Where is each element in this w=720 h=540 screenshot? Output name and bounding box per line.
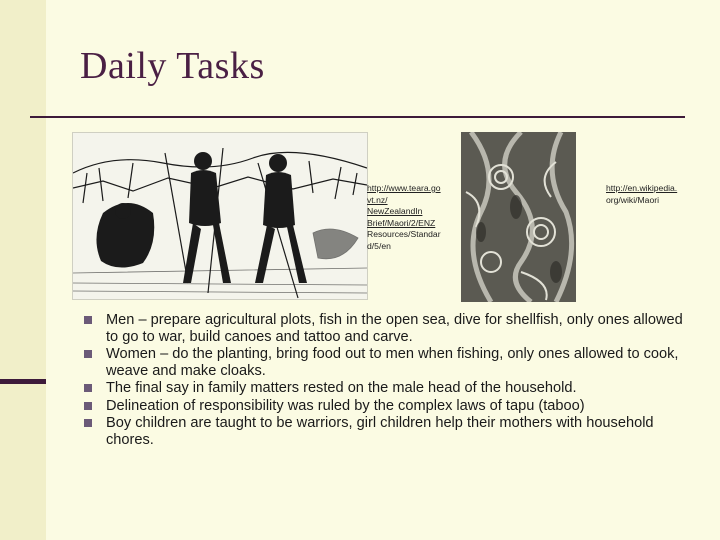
square-bullet-icon — [84, 350, 92, 358]
right-caption-line-1[interactable]: http://en.wikipedia. — [606, 183, 678, 193]
side-accent-bar — [0, 379, 46, 384]
left-caption-line-6: d/5/en — [367, 240, 391, 251]
bullet-text: The final say in family matters rested on the male head of the household. — [106, 380, 577, 396]
bullet-list — [84, 312, 694, 449]
bullet-item — [84, 312, 694, 345]
side-band — [0, 0, 46, 540]
left-caption-line-3[interactable]: NewZealandIn — [367, 206, 423, 216]
maori-illustration-drawing — [73, 133, 367, 299]
bullet-item — [84, 346, 694, 379]
square-bullet-icon — [84, 384, 92, 392]
slide-title: Daily Tasks — [80, 45, 265, 87]
left-caption-line-4[interactable]: Brief/Maori/2/ENZ — [367, 217, 436, 228]
left-caption-line-2[interactable]: vt.nz/ — [367, 194, 388, 205]
bullet-text: Men – prepare agricultural plots, fish in the open sea, dive for shellfish, only ones allowed to go to war, build canoes and tattoo and carve. — [106, 312, 683, 345]
maori-illustration-image — [72, 132, 368, 300]
left-caption-line-1[interactable]: http://www.teara.go — [367, 183, 441, 193]
left-caption-line-5: Resources/Standar — [367, 229, 441, 239]
bullet-item — [84, 380, 694, 397]
maori-carving-image — [461, 132, 576, 302]
bullet-text: Boy children are taught to be warriors, girl children help their mothers with household chores. — [106, 415, 654, 448]
title-divider — [30, 116, 685, 118]
bullet-text: Women – do the planting, bring food out to men when fishing, only ones allowed to cook, weave and make cloaks. — [106, 346, 679, 379]
bullet-item — [84, 415, 694, 448]
bullet-item — [84, 398, 694, 415]
square-bullet-icon — [84, 316, 92, 324]
square-bullet-icon — [84, 402, 92, 410]
maori-carving-drawing — [461, 132, 576, 302]
right-caption-line-2: org/wiki/Maori — [606, 194, 660, 205]
bullet-text: Delineation of responsibility was ruled by the complex laws of tapu (taboo) — [106, 397, 585, 414]
left-image-source-link[interactable] — [367, 183, 451, 252]
right-image-source-link[interactable] — [606, 183, 716, 206]
square-bullet-icon — [84, 419, 92, 427]
